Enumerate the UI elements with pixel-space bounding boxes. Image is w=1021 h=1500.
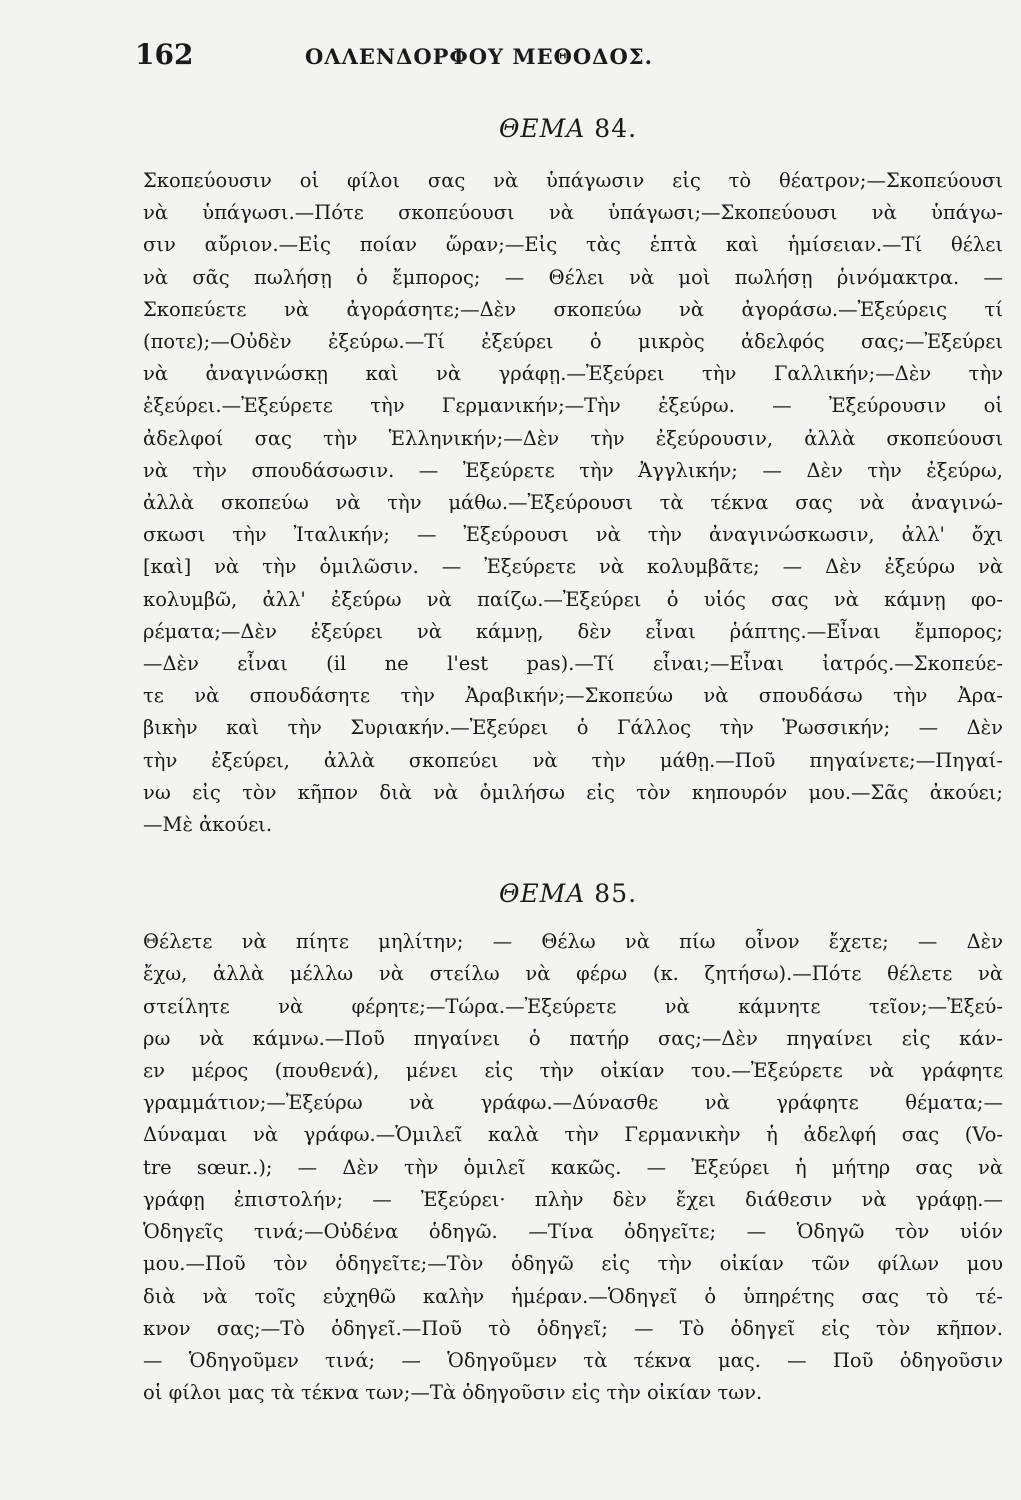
text-line: Θέλετε νὰ πίητε μηλίτην; — Θέλω νὰ πίω οἶνον ἔχετε; — Δὲν	[143, 930, 1003, 954]
text-line: σιν αὔριον.—Εἰς ποίαν ὥραν;—Εἰς τὰς ἑπτὰ καὶ ἡμίσειαν.—Τί θέλει	[143, 233, 1003, 257]
exercise-85-text	[135, 926, 1003, 1409]
running-title: ΟΛΛΕΝΔΟΡΦΟΥ ΜΕΘΟΔΟΣ.	[305, 44, 653, 69]
text-line: νω εἰς τὸν κῆπον διὰ νὰ ὁμιλήσω εἰς τὸν κηπουρόν μου.—Σᾶς ἀκούει;	[143, 780, 1003, 804]
section-title-number: 84.	[594, 114, 638, 143]
text-line: ἐξεύρει.—Ἐξεύρετε τὴν Γερμανικήν;—Τὴν ἐξεύρω. — Ἐξεύρουσιν οἱ	[143, 394, 1003, 418]
section-title-number: 85.	[594, 879, 638, 909]
text-line: γράφῃ ἐπιστολήν; — Ἐξεύρει· πλὴν δὲν ἔχει διάθεσιν νὰ γράφῃ.—	[143, 1187, 1003, 1211]
text-line: σκωσι τὴν Ἰταλικήν; — Ἐξεύρουσι νὰ τὴν ἀναγινώσκωσιν, ἀλλ' ὄχι	[143, 523, 1003, 547]
text-line: οἱ φίλοι μας τὰ τέκνα των;—Τὰ ὁδηγοῦσιν εἰς τὴν οἰκίαν των.	[143, 1381, 763, 1405]
text-line: Ὁδηγεῖς τινά;—Οὐδένα ὁδηγῶ. —Τίνα ὁδηγεῖτε; — Ὁδηγῶ τὸν υἱόν	[143, 1220, 1003, 1244]
text-line: [καὶ] νὰ τὴν ὁμιλῶσιν. — Ἐξεύρετε νὰ κολυμβᾶτε; — Δὲν ἐξεύρω νὰ	[143, 555, 1003, 579]
text-line: Σκοπεύετε νὰ ἀγοράσητε;—Δὲν σκοπεύω νὰ ἀγοράσω.—Ἐξεύρεις τί	[143, 297, 1003, 321]
text-line: τε νὰ σπουδάσητε τὴν Ἀραβικήν;—Σκοπεύω νὰ σπουδάσω τὴν Ἀρα-	[143, 684, 1003, 708]
text-line: νὰ τὴν σπουδάσωσιν. — Ἐξεύρετε τὴν Ἀγγλικήν; — Δὲν τὴν ἐξεύρω,	[143, 458, 1003, 482]
text-line: κνον σας;—Τὸ ὁδηγεῖ.—Ποῦ τὸ ὁδηγεῖ; — Τὸ ὁδηγεῖ εἰς τὸν κῆπον.	[143, 1316, 1003, 1340]
text-line: Σκοπεύουσιν οἱ φίλοι σας νὰ ὑπάγωσιν εἰς τὸ θέατρον;—Σκοπεύουσι	[143, 169, 1003, 192]
text-line: νὰ σᾶς πωλήσῃ ὁ ἔμπορος; — Θέλει νὰ μοὶ πωλήσῃ ῥινόμακτρα. —	[143, 265, 1003, 289]
section-title-word: ΘΕΜΑ	[498, 879, 586, 909]
text-line: (ποτε);—Οὐδὲν ἐξεύρω.—Τί ἐξεύρει ὁ μικρὸς ἀδελφός σας;—Ἐξεύρει	[143, 330, 1003, 354]
text-line: — Ὁδηγοῦμεν τινά; — Ὁδηγοῦμεν τὰ τέκνα μας. — Ποῦ ὁδηγοῦσιν	[143, 1348, 1003, 1372]
text-line: ἀδελφοί σας τὴν Ἑλληνικήν;—Δὲν τὴν ἐξεύρουσιν, ἀλλὰ σκοπεύουσι	[143, 426, 1003, 450]
text-line: ἀλλὰ σκοπεύω νὰ τὴν μάθω.—Ἐξεύρουσι τὰ τέκνα σας νὰ ἀναγινώ-	[143, 491, 1003, 515]
page-number: 162	[135, 38, 194, 71]
page-header	[135, 38, 1001, 78]
text-line: τὴν ἐξεύρει, ἀλλὰ σκοπεύει νὰ τὴν μάθῃ.—Ποῦ πηγαίνετε;—Πηγαί-	[143, 748, 1003, 772]
section-title-85	[135, 879, 1001, 908]
text-line: βικὴν καὶ τὴν Συριακήν.—Ἐξεύρει ὁ Γάλλος τὴν Ῥωσσικήν; — Δὲν	[143, 716, 1003, 740]
text-line: Δύναμαι νὰ γράφω.—Ὁμιλεῖ καλὰ τὴν Γερμανικὴν ἡ ἀδελφή σας (Vo-	[143, 1123, 1003, 1147]
text-line: ρέματα;—Δὲν ἐξεύρει νὰ κάμνῃ, δὲν εἶναι ῥάπτης.—Εἶναι ἔμπορος;	[143, 619, 1003, 643]
text-line: —Μὲ ἀκούει.	[143, 813, 273, 837]
text-line: —Δὲν εἶναι (il ne l'est pas).—Τί εἶναι;—Εἶναι ἰατρός.—Σκοπεύε-	[143, 652, 1003, 676]
text-line: νὰ ἀναγινώσκῃ καὶ νὰ γράφῃ.—Ἐξεύρει τὴν Γαλλικήν;—Δὲν τὴν	[143, 362, 1003, 386]
exercise-84-text	[135, 165, 1003, 841]
text-line: νὰ ὑπάγωσι.—Πότε σκοπεύουσι νὰ ὑπάγωσι;—Σκοπεύουσι νὰ ὑπάγω-	[143, 201, 1003, 225]
text-line: μου.—Ποῦ τὸν ὁδηγεῖτε;—Τὸν ὁδηγῶ εἰς τὴν οἰκίαν τῶν φίλων μου	[143, 1252, 1003, 1276]
text-line: στείλητε νὰ φέρητε;—Τώρα.—Ἐξεύρετε νὰ κάμνητε τεῖον;—Ἐξεύ-	[143, 994, 1003, 1018]
section-title-84	[135, 114, 1001, 143]
text-line: γραμμάτιον;—Ἐξεύρω νὰ γράφω.—Δύνασθε νὰ γράφητε θέματα;—	[143, 1091, 1003, 1115]
text-line: εν μέρος (πουθενά), μένει εἰς τὴν οἰκίαν του.—Ἐξεύρετε νὰ γράφητε	[143, 1059, 1003, 1083]
text-line: ἔχω, ἀλλὰ μέλλω νὰ στείλω νὰ φέρω (κ. ζητήσω).—Πότε θέλετε νὰ	[143, 962, 1003, 986]
text-line: tre sœur..); — Δὲν τὴν ὁμιλεῖ κακῶς. — Ἐξεύρει ἡ μήτηρ σας νὰ	[143, 1155, 1003, 1179]
section-title-word: ΘΕΜΑ	[498, 114, 586, 143]
text-line: ρω νὰ κάμνω.—Ποῦ πηγαίνει ὁ πατήρ σας;—Δὲν πηγαίνει εἰς κάν-	[143, 1026, 1003, 1050]
text-line: κολυμβῶ, ἀλλ' ἐξεύρω νὰ παίζω.—Ἐξεύρει ὁ υἱός σας νὰ κάμνῃ φο-	[143, 587, 1003, 611]
text-line: διὰ νὰ τοῖς εὐχηθῶ καλὴν ἡμέραν.—Ὁδηγεῖ ὁ ὑπηρέτης σας τὸ τέ-	[143, 1284, 1003, 1308]
